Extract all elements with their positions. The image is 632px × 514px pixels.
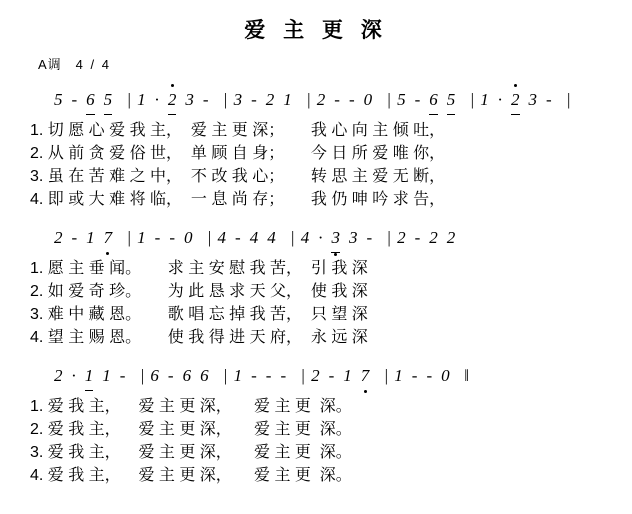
- note-token: -: [426, 366, 433, 385]
- note-token: -: [411, 366, 418, 385]
- barline: |: [301, 366, 305, 385]
- barline: |: [290, 228, 295, 247]
- barline: |: [223, 366, 228, 385]
- note-token: 7: [104, 225, 113, 251]
- note-token: -: [235, 228, 241, 247]
- note-token: 1: [394, 366, 403, 385]
- lyric-line: 3. 难 中 藏 恩。 歌 唱 忘 掉 我 苦， 只 望 深: [30, 306, 368, 323]
- system-3: [0, 363, 632, 487]
- note-token: 2: [168, 87, 177, 115]
- note-token: 5: [104, 87, 113, 115]
- note-token: ·: [71, 366, 76, 385]
- note-token: 2: [265, 90, 275, 109]
- note-token: 1: [85, 363, 94, 391]
- lyric-line: 3. 虽 在 苦 难 之 中， 不 改 我 心； 转 思 主 爱 无 断，: [30, 168, 446, 185]
- note-token: -: [251, 366, 257, 385]
- lyric-line: 3. 爱 我 主， 爱 主 更 深， 爱 主 更 深。: [30, 444, 352, 461]
- note-token: 5: [397, 90, 406, 109]
- lyric-line: 4. 即 或 大 难 将 临， 一 息 尚 存； 我 仍 呻 吟 求 告，: [30, 191, 446, 208]
- note-token: -: [71, 228, 78, 247]
- barline: |: [140, 366, 145, 385]
- note-token: 4: [300, 228, 310, 247]
- note-token: 2: [429, 228, 438, 247]
- note-token: -: [265, 366, 272, 385]
- lyric-line: 1. 爱 我 主， 爱 主 更 深， 爱 主 更 深。: [30, 398, 352, 415]
- lyric-line: 2. 如 爱 奇 珍。 为 此 恳 求 天 父， 使 我 深: [30, 283, 368, 300]
- system-2: [0, 225, 632, 349]
- note-token: 1: [102, 366, 111, 385]
- note-token: 4: [267, 228, 276, 247]
- note-token: -: [280, 366, 287, 385]
- system-1: [0, 87, 632, 211]
- note-token: 1: [343, 366, 352, 385]
- note-token: 3: [348, 228, 358, 247]
- note-token: 6: [429, 87, 438, 115]
- page-title: 爱 主 更 深: [244, 19, 388, 42]
- note-token: -: [546, 90, 552, 109]
- lyric-line: 2. 爱 我 主， 爱 主 更 深， 爱 主 更 深。: [30, 421, 352, 438]
- note-token: -: [202, 90, 209, 109]
- note-token: 5: [54, 90, 63, 109]
- notation-line-2: [54, 225, 632, 251]
- note-token: 7: [361, 363, 370, 389]
- barline: |: [387, 90, 391, 109]
- barline: |: [384, 366, 388, 385]
- note-token: -: [251, 90, 257, 109]
- barline: |: [307, 90, 311, 109]
- note-token: 0: [363, 90, 373, 109]
- note-token: 6: [200, 366, 209, 385]
- barline: |: [223, 90, 228, 109]
- barline: |: [127, 90, 131, 109]
- lyric-line: 4. 望 主 赐 恩。 使 我 得 进 天 府， 永 远 深: [30, 329, 368, 346]
- note-token: 4: [217, 228, 227, 247]
- note-token: 1: [86, 228, 95, 247]
- note-token: 1: [283, 90, 292, 109]
- barline: |: [207, 228, 212, 247]
- meter-label: 4 / 4: [75, 57, 111, 72]
- key-label: A调: [38, 57, 62, 72]
- note-token: 2: [54, 228, 63, 247]
- note-token: ·: [497, 90, 503, 109]
- note-token: -: [414, 90, 421, 109]
- note-token: 2: [397, 228, 406, 247]
- note-token: ·: [154, 90, 159, 109]
- note-token: 3: [185, 90, 194, 109]
- note-token: 5: [447, 87, 456, 115]
- note-token: -: [334, 90, 340, 109]
- note-token: 1: [480, 90, 489, 109]
- note-token: 2: [311, 366, 320, 385]
- notation-line-3: [54, 363, 632, 389]
- lyric-line: 1. 切 愿 心 爱 我 主， 爱 主 更 深； 我 心 向 主 倾 吐，: [30, 122, 446, 139]
- note-token: -: [119, 366, 126, 385]
- lyric-line: 2. 从 前 贪 爱 俗 世， 单 顾 自 身； 今 日 所 爱 唯 你，: [30, 145, 446, 162]
- barline: ‖: [464, 366, 470, 385]
- notation-line-1: [54, 87, 632, 113]
- barline: |: [470, 90, 474, 109]
- note-token: 2: [446, 228, 456, 247]
- lyric-line: 1. 愿 主 垂 闻。 求 主 安 慰 我 苦， 引 我 深: [30, 260, 368, 277]
- note-token: 6: [182, 366, 192, 385]
- note-token: 4: [249, 228, 259, 247]
- barline: |: [127, 228, 131, 247]
- note-token: 6: [150, 366, 159, 385]
- note-token: -: [167, 366, 174, 385]
- note-token: 0: [441, 366, 450, 385]
- note-token: -: [414, 228, 421, 247]
- note-token: ·: [318, 228, 323, 247]
- note-token: 6: [86, 87, 95, 115]
- note-token: -: [328, 366, 335, 385]
- note-token: 0: [184, 228, 193, 247]
- barline: |: [567, 90, 571, 109]
- note-token: 1: [233, 366, 243, 385]
- song-sheet-page: [0, 14, 632, 514]
- lyric-line: 4. 爱 我 主， 爱 主 更 深， 爱 主 更 深。: [30, 467, 352, 484]
- barline: |: [387, 228, 391, 247]
- note-token: 3: [233, 90, 243, 109]
- note-token: -: [154, 228, 161, 247]
- key-and-meter: [38, 54, 632, 73]
- note-token: 2: [54, 366, 63, 385]
- note-token: 3: [528, 90, 538, 109]
- note-token: -: [169, 228, 176, 247]
- note-token: 2: [316, 90, 326, 109]
- note-token: -: [366, 228, 373, 247]
- note-token: 3: [331, 225, 340, 253]
- note-token: 1: [137, 228, 146, 247]
- note-token: -: [71, 90, 78, 109]
- note-token: 2: [511, 87, 520, 115]
- note-token: -: [348, 90, 355, 109]
- note-token: 1: [137, 90, 146, 109]
